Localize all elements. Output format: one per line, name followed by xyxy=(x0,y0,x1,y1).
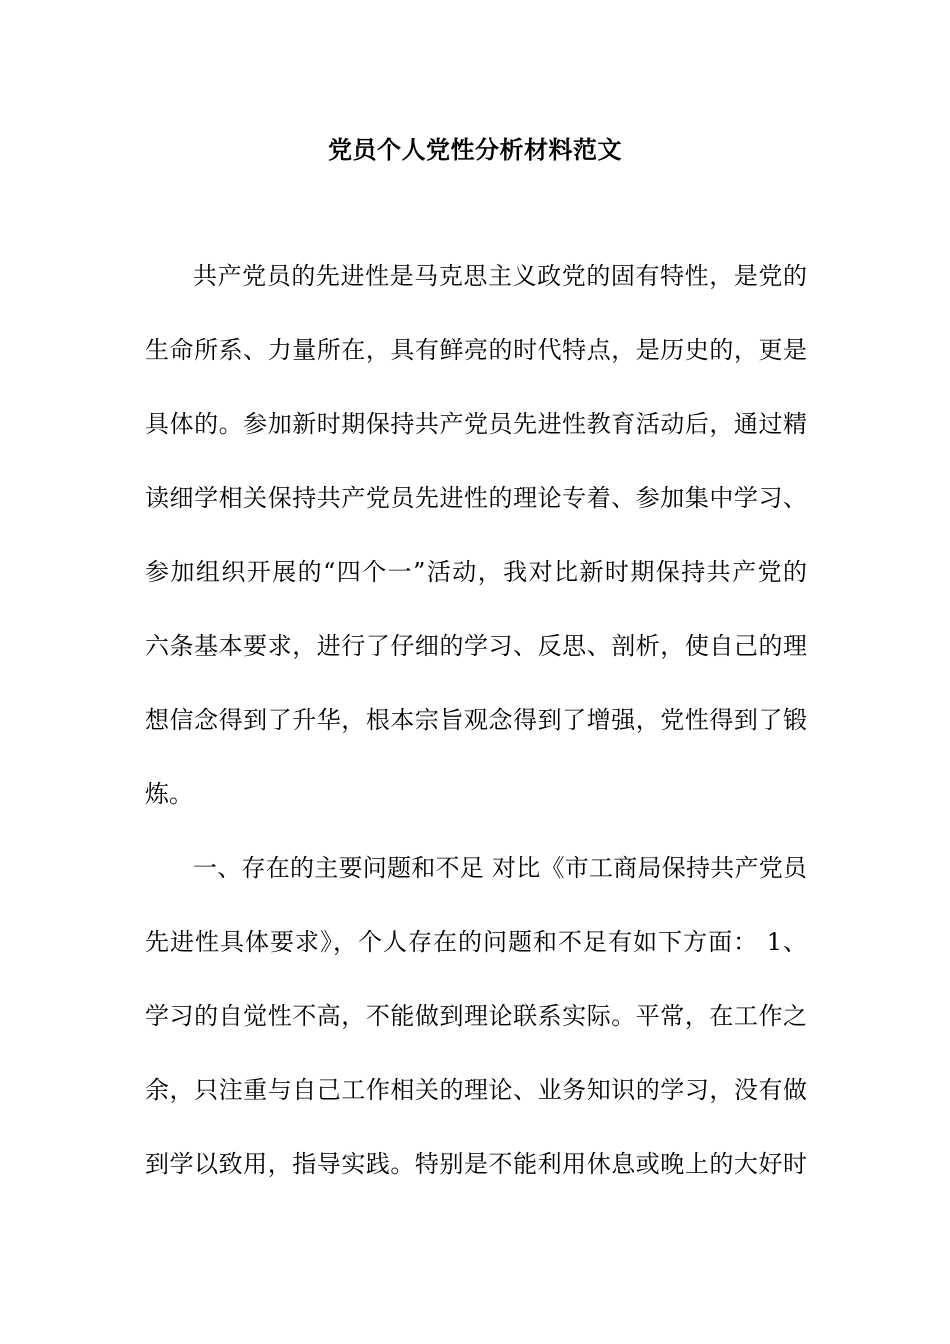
paragraph-2-line-4: 余，只注重与自己工作相关的理论、业务知识的学习，没有做 xyxy=(145,1076,807,1104)
paragraph-1-line-6: 六条基本要求，进行了仔细的学习、反思、剖析，使自己的理 xyxy=(145,632,807,660)
paragraph-1-line-1: 共产党员的先进性是马克思主义政党的固有特性，是党的 xyxy=(193,262,807,290)
paragraph-2-line-5: 到学以致用，指导实践。特别是不能利用休息或晚上的大好时 xyxy=(145,1150,807,1178)
document-body xyxy=(145,254,807,1216)
paragraph-1-line-8: 炼。 xyxy=(145,780,193,808)
document-title: 党员个人党性分析材料范文 xyxy=(328,135,622,164)
paragraph-1-line-7: 想信念得到了升华，根本宗旨观念得到了增强，党性得到了锻 xyxy=(145,706,807,734)
paragraph-1-line-2: 生命所系、力量所在，具有鲜亮的时代特点，是历史的，更是 xyxy=(145,336,807,364)
paragraph-1-line-3: 具体的。参加新时期保持共产党员先进性教育活动后，通过精 xyxy=(145,410,807,438)
paragraph-2-line-2: 先进性具体要求》，个人存在的问题和不足有如下方面： 1、 xyxy=(145,928,807,956)
paragraph-1-line-4: 读细学相关保持共产党员先进性的理论专着、参加集中学习、 xyxy=(145,484,807,512)
paragraph-2-line-1: 一、存在的主要问题和不足 对比《市工商局保持共产党员 xyxy=(193,854,807,882)
paragraph-2-line-3: 学习的自觉性不高，不能做到理论联系实际。平常，在工作之 xyxy=(145,1002,807,1030)
paragraph-1-line-5: 参加组织开展的“四个一”活动，我对比新时期保持共产党的 xyxy=(145,558,807,586)
